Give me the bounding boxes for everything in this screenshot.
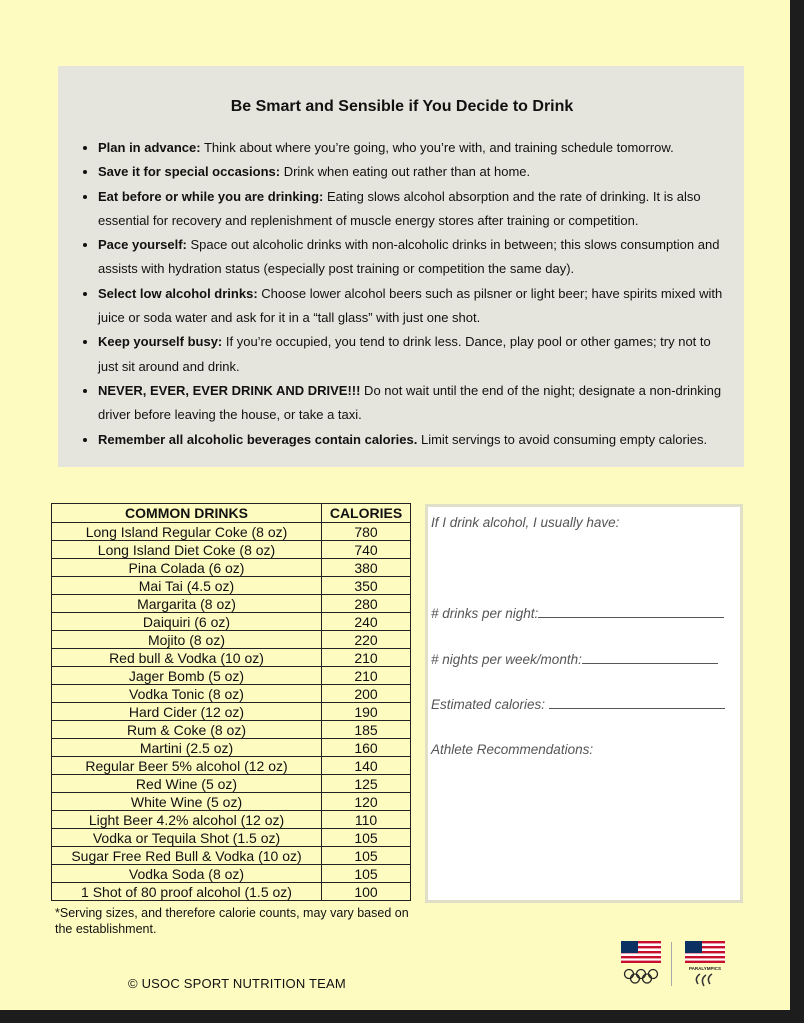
drink-name-cell: Red Wine (5 oz) bbox=[52, 775, 322, 793]
drinks-per-night-blank bbox=[538, 605, 724, 618]
drink-name-cell: Martini (2.5 oz) bbox=[52, 739, 322, 757]
calories-cell: 200 bbox=[322, 685, 411, 703]
table-row bbox=[52, 721, 411, 739]
drink-name-cell: Sugar Free Red Bull & Vodka (10 oz) bbox=[52, 847, 322, 865]
drink-name-cell: 1 Shot of 80 proof alcohol (1.5 oz) bbox=[52, 883, 322, 901]
drinks-per-night-label: # drinks per night: bbox=[431, 606, 539, 621]
table-row bbox=[52, 613, 411, 631]
calories-cell: 210 bbox=[322, 649, 411, 667]
table-footnote: *Serving sizes, and therefore calorie counts, may vary based on the establishment. bbox=[55, 906, 409, 936]
nights-per-week-label: # nights per week/month: bbox=[431, 652, 582, 667]
drink-name-cell: Pina Colada (6 oz) bbox=[52, 559, 322, 577]
table-header-row bbox=[52, 504, 411, 523]
tip-heading: Pace yourself: bbox=[98, 237, 187, 253]
olympic-logo bbox=[620, 940, 662, 988]
calories-cell: 220 bbox=[322, 631, 411, 649]
tips-list bbox=[70, 136, 734, 452]
tip-text: Limit servings to avoid consuming empty calories. bbox=[417, 431, 708, 447]
calories-cell: 380 bbox=[322, 559, 411, 577]
table-row bbox=[52, 757, 411, 775]
tip-item bbox=[98, 428, 734, 452]
tip-heading: Eat before or while you are drinking: bbox=[98, 188, 324, 204]
drink-name-cell: Red bull & Vodka (10 oz) bbox=[52, 649, 322, 667]
drink-name-cell: Long Island Diet Coke (8 oz) bbox=[52, 541, 322, 559]
nights-per-week-blank bbox=[582, 651, 718, 664]
table-row bbox=[52, 829, 411, 847]
drinks-calorie-table bbox=[51, 503, 411, 901]
table-row bbox=[52, 649, 411, 667]
table-row bbox=[52, 847, 411, 865]
tip-heading: Remember all alcoholic beverages contain calories. bbox=[98, 431, 418, 447]
tip-item bbox=[98, 379, 734, 428]
drink-name-cell: Long Island Regular Coke (8 oz) bbox=[52, 523, 322, 541]
drink-name-cell: Vodka or Tequila Shot (1.5 oz) bbox=[52, 829, 322, 847]
drink-name-cell: Vodka Soda (8 oz) bbox=[52, 865, 322, 883]
table-row bbox=[52, 667, 411, 685]
calories-cell: 210 bbox=[322, 667, 411, 685]
calories-cell: 105 bbox=[322, 865, 411, 883]
calories-cell: 140 bbox=[322, 757, 411, 775]
table-row bbox=[52, 595, 411, 613]
recommendations-label: Athlete Recommendations: bbox=[431, 742, 594, 757]
table-row bbox=[52, 631, 411, 649]
usually-have-label: If I drink alcohol, I usually have: bbox=[431, 515, 620, 530]
tip-text: Think about where you’re going, who you’re with, and training schedule tomorrow. bbox=[200, 140, 674, 155]
drink-name-cell: Rum & Coke (8 oz) bbox=[52, 721, 322, 739]
table-row bbox=[52, 865, 411, 883]
calories-cell: 160 bbox=[322, 739, 411, 757]
tips-panel bbox=[58, 66, 744, 467]
tip-item bbox=[98, 233, 734, 282]
table-row bbox=[52, 811, 411, 829]
table-row bbox=[52, 793, 411, 811]
calories-cell: 740 bbox=[322, 541, 411, 559]
drink-name-cell: Regular Beer 5% alcohol (12 oz) bbox=[52, 757, 322, 775]
tip-heading: Plan in advance: bbox=[98, 140, 201, 155]
header-calories: CALORIES bbox=[322, 504, 411, 523]
nights-per-week-row bbox=[431, 651, 718, 667]
table-row bbox=[52, 523, 411, 541]
table-row bbox=[52, 883, 411, 901]
drink-name-cell: Daiquiri (6 oz) bbox=[52, 613, 322, 631]
drinks-per-night-row bbox=[431, 605, 724, 621]
table-row bbox=[52, 739, 411, 757]
calories-cell: 185 bbox=[322, 721, 411, 739]
tip-heading: NEVER, EVER, EVER DRINK AND DRIVE!!! bbox=[98, 382, 361, 398]
calories-cell: 120 bbox=[322, 793, 411, 811]
tip-heading: Save it for special occasions: bbox=[98, 164, 281, 180]
calories-cell: 125 bbox=[322, 775, 411, 793]
tips-title: Be Smart and Sensible if You Decide to Drink bbox=[230, 98, 574, 115]
calories-cell: 100 bbox=[322, 883, 411, 901]
calories-cell: 240 bbox=[322, 613, 411, 631]
tip-item bbox=[98, 136, 734, 160]
paralympics-label: PARALYMPICS bbox=[688, 966, 721, 971]
calories-cell: 105 bbox=[322, 829, 411, 847]
calories-cell: 350 bbox=[322, 577, 411, 595]
tip-item bbox=[98, 185, 734, 234]
tip-text: Eating slows alcohol absorption and the rate of drinking. It is also essential for recovery and replenishment of muscle energy stores after training or competition. bbox=[98, 188, 701, 228]
drink-name-cell: Hard Cider (12 oz) bbox=[52, 703, 322, 721]
calories-cell: 110 bbox=[322, 811, 411, 829]
table-row bbox=[52, 559, 411, 577]
tip-text: Space out alcoholic drinks with non-alcoholic drinks in between; this slows consumption and assists with hydration status (especially post training or competition the same day). bbox=[98, 237, 720, 277]
drink-name-cell: Mojito (8 oz) bbox=[52, 631, 322, 649]
paralympic-logo bbox=[684, 940, 726, 990]
tip-text: Drink when eating out rather than at home. bbox=[280, 164, 531, 180]
tip-text: If you’re occupied, you tend to drink less. Dance, play pool or other games; try not to just sit around and drink. bbox=[98, 334, 711, 374]
tip-heading: Keep yourself busy: bbox=[98, 334, 223, 350]
table-row bbox=[52, 703, 411, 721]
table-row bbox=[52, 775, 411, 793]
tip-item bbox=[98, 282, 734, 331]
worksheet-box bbox=[425, 504, 743, 903]
logo-divider bbox=[671, 942, 672, 986]
calories-cell: 780 bbox=[322, 523, 411, 541]
copyright-text: © USOC SPORT NUTRITION TEAM bbox=[128, 976, 346, 991]
calories-cell: 190 bbox=[322, 703, 411, 721]
drink-name-cell: Light Beer 4.2% alcohol (12 oz) bbox=[52, 811, 322, 829]
tip-item bbox=[98, 160, 734, 184]
drink-name-cell: Mai Tai (4.5 oz) bbox=[52, 577, 322, 595]
tip-item bbox=[98, 330, 734, 379]
tip-text: Choose lower alcohol beers such as pilsner or light beer; have spirits mixed with juice or soda water and ask for it in a “tall glass” with just one shot. bbox=[98, 285, 723, 326]
estimated-calories-row bbox=[431, 696, 725, 712]
drink-name-cell: White Wine (5 oz) bbox=[52, 793, 322, 811]
drink-name-cell: Jager Bomb (5 oz) bbox=[52, 667, 322, 685]
table-row bbox=[52, 577, 411, 595]
estimated-calories-label: Estimated calories: bbox=[431, 697, 546, 712]
estimated-calories-blank bbox=[549, 696, 725, 709]
calories-cell: 105 bbox=[322, 847, 411, 865]
tip-text: Do not wait until the end of the night; designate a non-drinking driver before leaving the house, or take a taxi. bbox=[98, 382, 722, 423]
calories-cell: 280 bbox=[322, 595, 411, 613]
tip-heading: Select low alcohol drinks: bbox=[98, 285, 258, 301]
table-row bbox=[52, 685, 411, 703]
drink-name-cell: Margarita (8 oz) bbox=[52, 595, 322, 613]
header-common-drinks: COMMON DRINKS bbox=[52, 504, 322, 523]
table-row bbox=[52, 541, 411, 559]
drink-name-cell: Vodka Tonic (8 oz) bbox=[52, 685, 322, 703]
